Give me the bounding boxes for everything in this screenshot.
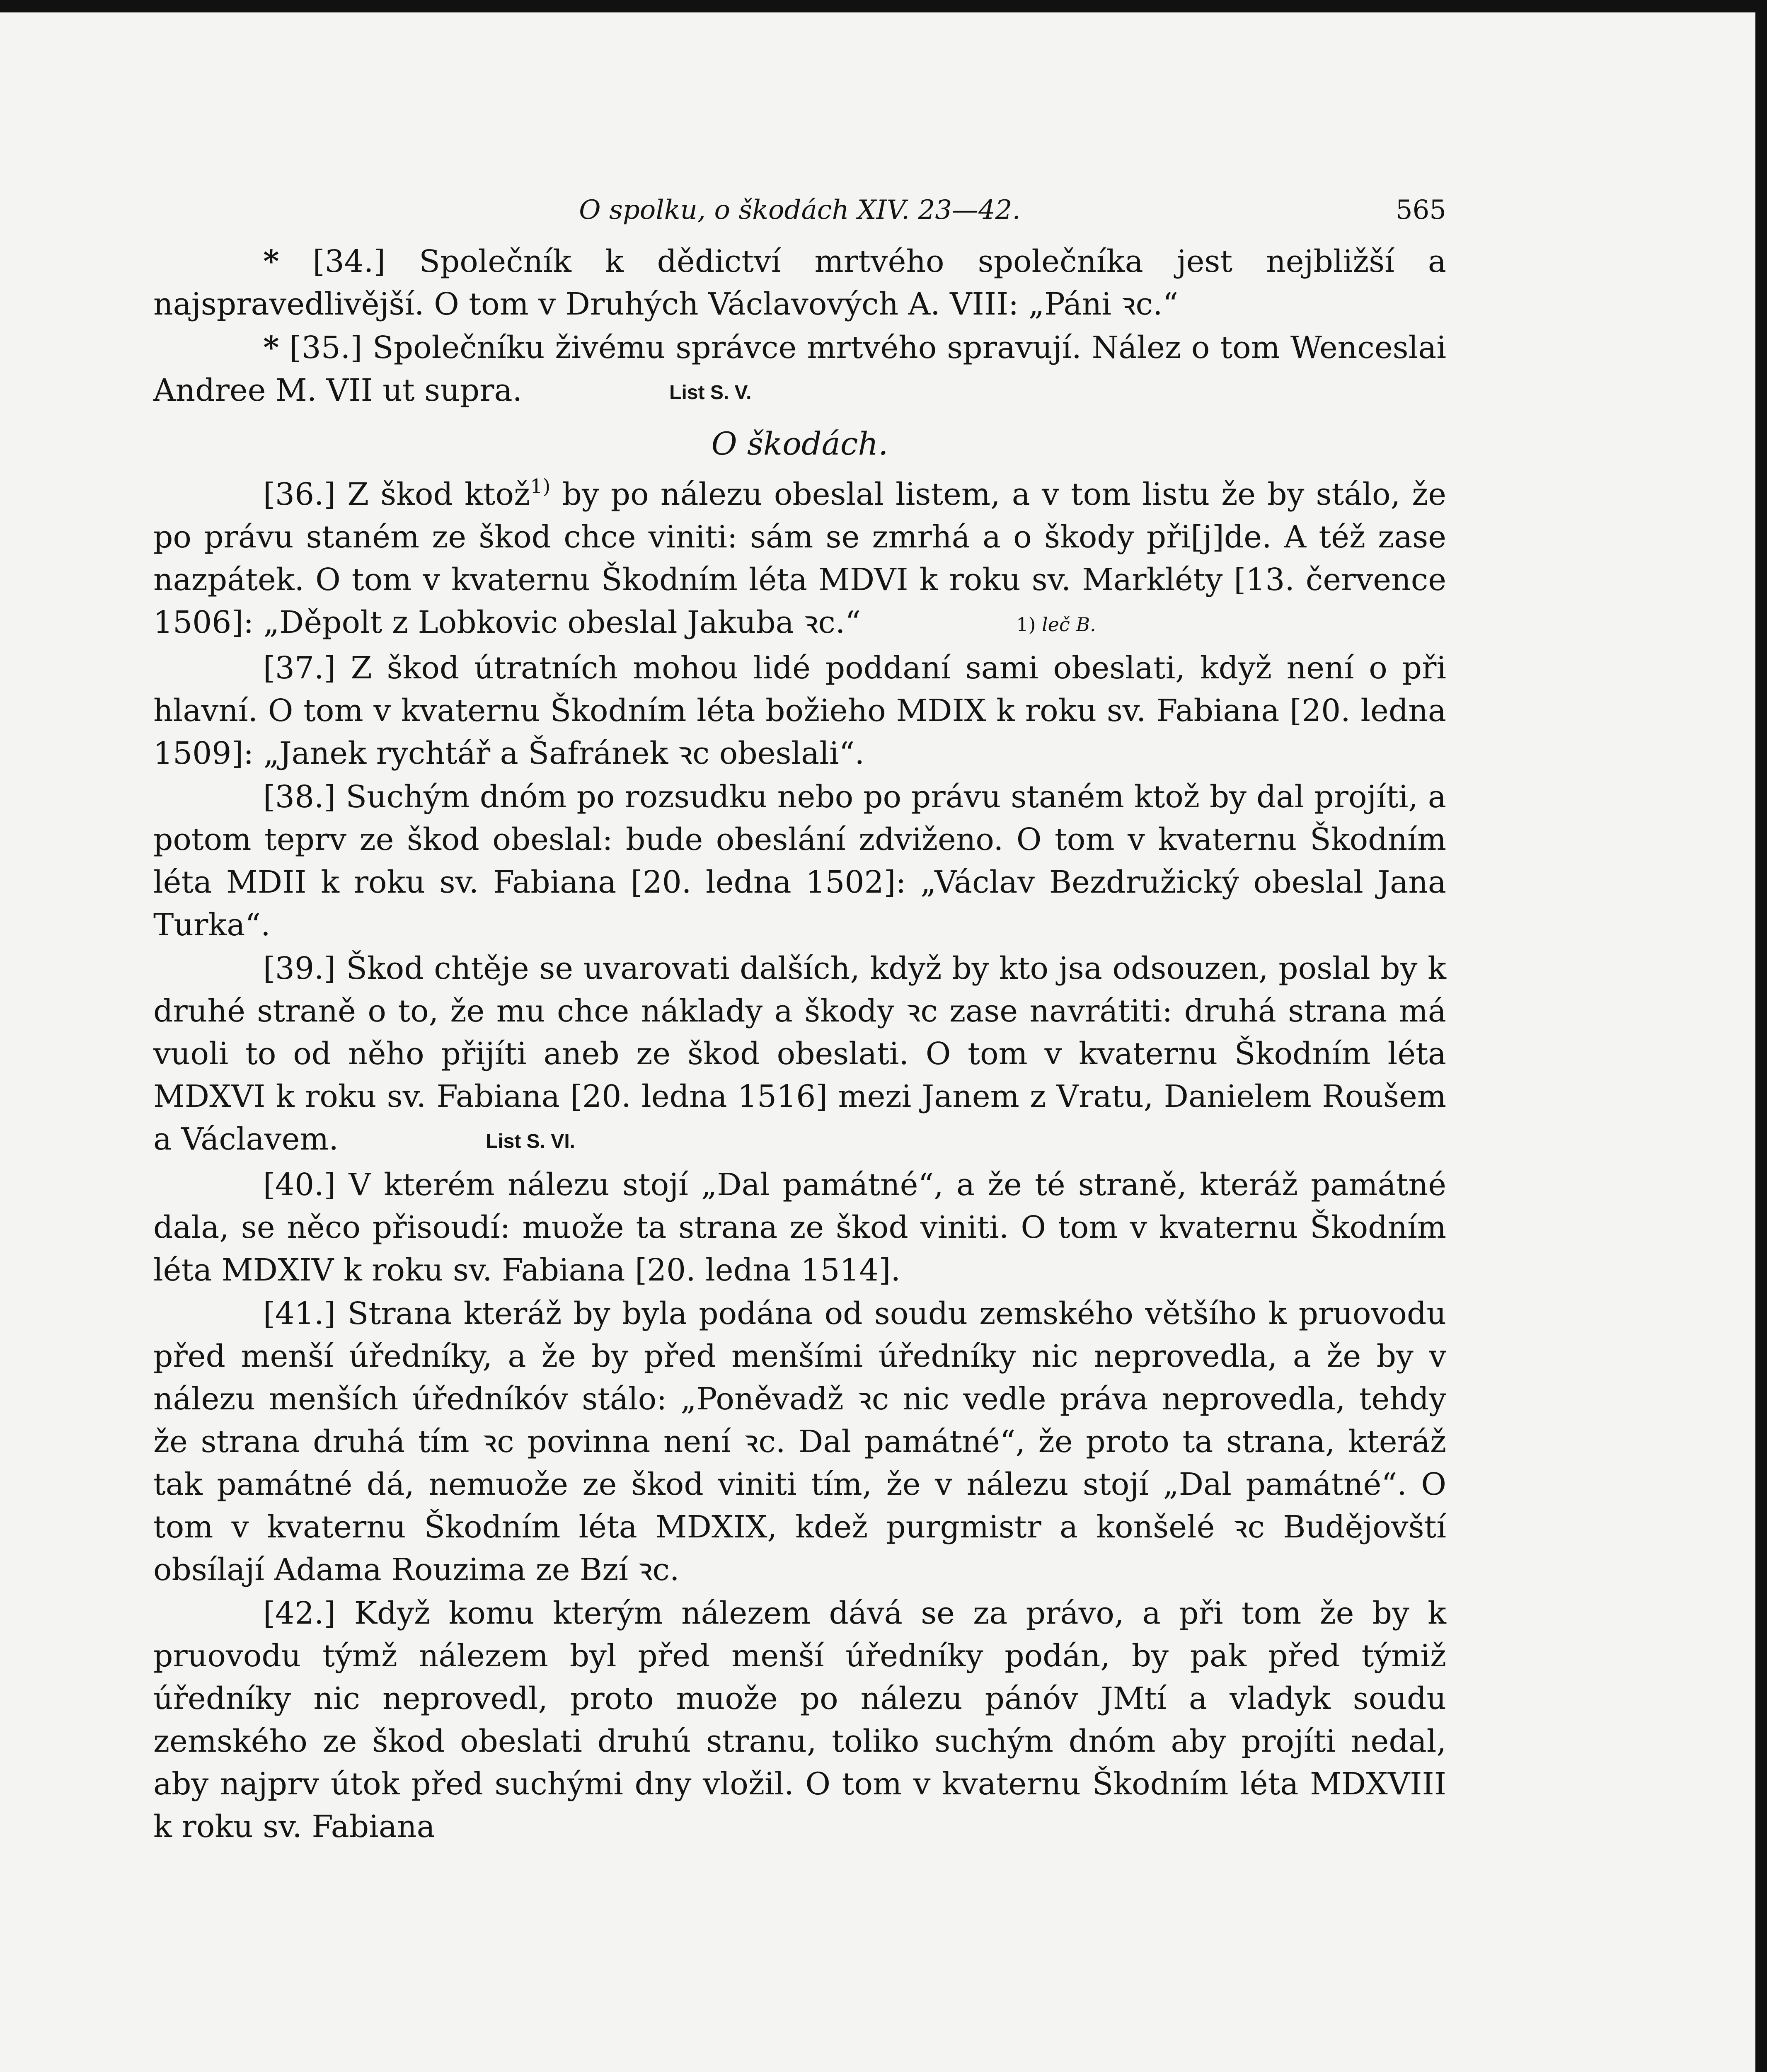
asterisk-mark: * (263, 244, 279, 279)
paragraph-36-text-b: by po nálezu obeslal listem, a v tom listu že by stálo, že po právu staném ze škod chce viniti: sám se zmrhá a o škody při[j]de. A též zase nazpátek. O tom v kvaternu Škodním léta MDVI k roku sv. Markléty [13. července 1506]: „Děpolt z Lobkovic obeslal Jakuba ꝛc.“ (153, 477, 1446, 640)
page-header (153, 195, 1446, 240)
paragraph-38: [38.] Suchým dnóm po rozsudku nebo po právu staném ktož by dal projíti, a potom teprv ze škod obeslal: bude obeslání zdviženo. O tom v kvaternu Škodním léta MDII k roku sv. Fabiana [20. ledna 1502]: „Václav Bezdružický obeslal Jana Turka“. (153, 779, 1446, 943)
paragraph-39-text: [39.] Škod chtěje se uvarovati dalších, když by kto jsa odsouzen, poslal by k druhé straně o to, že mu chce náklady a škody ꝛc zase navrátiti: druhá strana má vuoli to od něho přijíti aneb ze škod obeslati. O tom v kvaternu Škodním léta MDXVI k roku sv. Fabiana [20. ledna 1516] mezi Janem z Vratu, Danielem Roušem a Václavem. (153, 951, 1446, 1157)
body-text (153, 240, 1446, 1848)
running-title: O spolku, o škodách XIV. 23—42. (579, 195, 1021, 225)
paragraph-35 (153, 327, 1446, 414)
scan-edge-top (0, 0, 1767, 12)
paragraph-40: [40.] V kterém nálezu stojí „Dal památné“, a že té straně, kteráž památné dala, se něco přisoudí: muože ta strana ze škod viniti. O tom v kvaternu Škodním léta MDXIV k roku sv. Fabiana [20. ledna 1514]. (153, 1167, 1446, 1288)
paragraph-41: [41.] Strana kteráž by byla podána od soudu zemského většího k pruovodu před menší úředníky, a že by před menšími úředníky nic neprovedla, a že by v nálezu menších úředníkóv stálo: „Poněvadž ꝛc nic vedle práva neprovedla, tehdy že strana druhá tím ꝛc povinna není ꝛc. Dal památné“, že proto ta strana, kteráž tak památné dá, nemuože ze škod viniti tím, že v nálezu stojí „Dal památné“. O tom v kvaternu Škodním léta MDXIX, kdež purgmistr a konšelé ꝛc Budějovští obsílají Adama Rouzima ze Bzí ꝛc. (153, 1296, 1446, 1588)
footnote (906, 603, 1096, 646)
page-number: 565 (1395, 195, 1446, 225)
asterisk-mark: * (263, 330, 279, 366)
paragraph-34-text: [34.] Společník k dědictví mrtvého společníka jest nejbližší a najspravedlivější. O tom v Druhých Václavových A. VIII: „Páni ꝛc.“ (153, 244, 1446, 322)
paragraph-36 (153, 473, 1446, 646)
margin-note-list-s-vi: List S. VI. (485, 1130, 575, 1152)
paragraph-42: [42.] Když komu kterým nálezem dává se za právo, a při tom že by k pruovodu týmž nálezem byl před menší úředníky podán, by pak před týmiž úředníky nic neprovedl, proto muože po nálezu pánóv JMtí a vladyk soudu zemského ze škod obeslati druhú stranu, toliko suchým dnóm aby projíti nedal, aby najprv útok před suchými dny vložil. O tom v kvaternu Škodním léta MDXVIII k roku sv. Fabiana (153, 1595, 1446, 1844)
scan-edge-right (1755, 0, 1767, 2072)
paragraph-34 (153, 240, 1446, 326)
paragraph-39 (153, 947, 1446, 1163)
paragraph-37: [37.] Z škod útratních mohou lidé poddaní sami obeslati, když není o při hlavní. O tom v kvaternu Škodním léta božieho MDIX k roku sv. Fabiana [20. ledna 1509]: „Janek rychtář a Šafránek ꝛc obeslali“. (153, 650, 1446, 771)
footnote-reference: 1) (530, 475, 551, 498)
footnote-mark: 1) (1016, 613, 1036, 636)
section-heading: O škodách. (711, 425, 888, 462)
margin-note-list-s-v: List S. V. (669, 382, 752, 404)
book-page (153, 195, 1446, 1849)
paragraph-36-text-a: [36.] Z škod ktož (263, 477, 530, 512)
paragraph-35-text: [35.] Společníku živému správce mrtvého spravují. Nález o tom Wenceslai Andree M. VII ut supra. (153, 330, 1446, 408)
footnote-text: leč B. (1042, 613, 1096, 636)
